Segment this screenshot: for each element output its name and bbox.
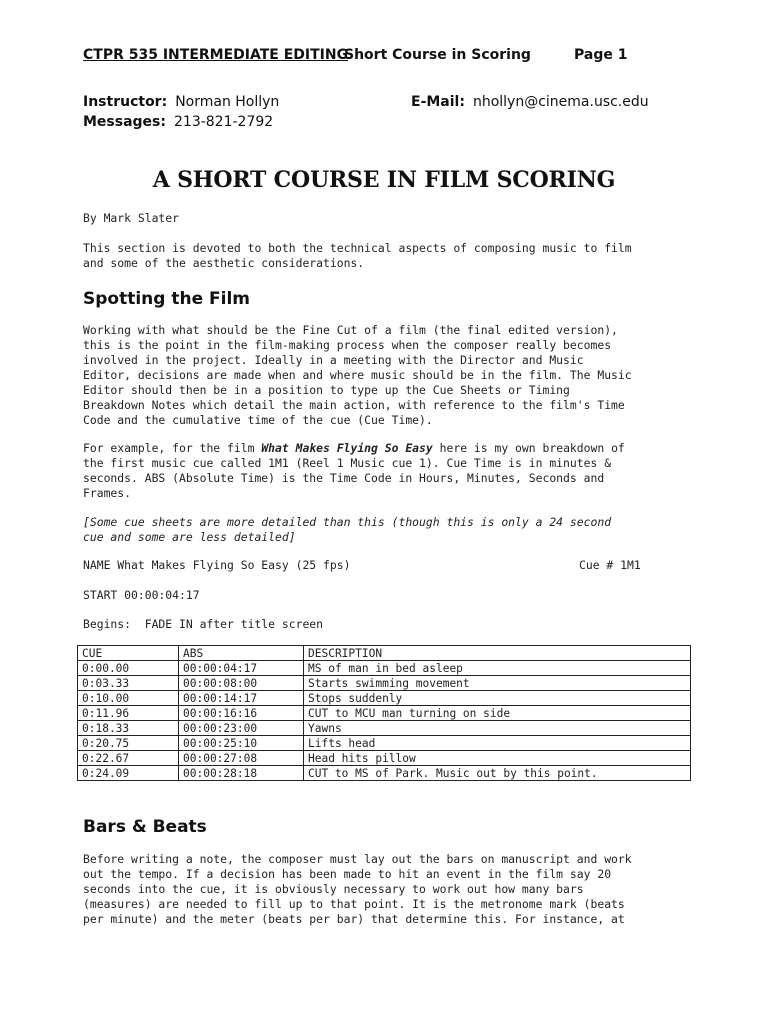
description-cell: Stops suddenly	[304, 691, 691, 706]
example-text-end: here is my own breakdown of the first music cue called 1M1 (Reel 1 Music cue 1). Cue Time is in minutes & seconds. ABS (Absolute Time) is the Time Code in Hours, Minutes, Seconds and Frames.	[83, 441, 625, 500]
table-row	[78, 751, 691, 766]
cue-table	[77, 645, 691, 781]
cue-time-cell: 0:24.09	[78, 766, 179, 781]
messages-label: Messages:	[83, 114, 166, 130]
cue-table-header-row	[78, 646, 691, 661]
cue-number: Cue # 1M1	[579, 558, 641, 572]
page-number: Page 1	[574, 47, 628, 63]
cue-time-cell: 0:10.00	[78, 691, 179, 706]
course-code: CTPR 535 INTERMEDIATE EDITING	[83, 47, 349, 63]
spotting-paragraph: Working with what should be the Fine Cut of a film (the final edited version), this is the point in the film-making process when the composer really becomes involved in the project. Ideally in a meeting with the Director and Music Editor, decisions are made when and where music should be in the film. The Music Editor should then be in a position to type up the Cue Sheets or Timing Breakdown Notes which detail the main action, with reference to the film's Time Code and the cumulative time of the cue (Cue Time).	[83, 323, 632, 427]
column-header-cue: CUE	[78, 646, 179, 661]
column-header-description: DESCRIPTION	[304, 646, 691, 661]
cue-sheet-note: [Some cue sheets are more detailed than this (though this is only a 24 second cue and some are less detailed]	[83, 515, 612, 544]
abs-time-cell: 00:00:08:00	[179, 676, 304, 691]
bars-beats-paragraph: Before writing a note, the composer must lay out the bars on manuscript and work out the tempo. If a decision has been made to hit an event in the film say 20 seconds into the cue, it is obviously necessary to work out how many bars (measures) are needed to fill up to that point. It is the metronome mark (beats per minute) and the meter (beats per bar) that determine this. For instance, at	[83, 852, 632, 926]
email-label: E-Mail:	[411, 94, 465, 110]
abs-time-cell: 00:00:23:00	[179, 721, 304, 736]
film-title: What Makes Flying So Easy	[261, 441, 433, 455]
section-heading-bars-beats: Bars & Beats	[83, 817, 207, 837]
abs-time-cell: 00:00:04:17	[179, 661, 304, 676]
cue-time-cell: 0:18.33	[78, 721, 179, 736]
description-cell: Lifts head	[304, 736, 691, 751]
table-row	[78, 736, 691, 751]
cue-time-cell: 0:00.00	[78, 661, 179, 676]
cue-start-line: START 00:00:04:17	[83, 588, 200, 602]
abs-time-cell: 00:00:27:08	[179, 751, 304, 766]
description-cell: CUT to MCU man turning on side	[304, 706, 691, 721]
column-header-abs: ABS	[179, 646, 304, 661]
table-row	[78, 721, 691, 736]
abs-time-cell: 00:00:25:10	[179, 736, 304, 751]
description-cell: Yawns	[304, 721, 691, 736]
header-subtitle: Short Course in Scoring	[344, 47, 531, 63]
abs-time-cell: 00:00:16:16	[179, 706, 304, 721]
byline: By Mark Slater	[83, 211, 180, 225]
instructor-label: Instructor:	[83, 94, 168, 110]
description-cell: MS of man in bed asleep	[304, 661, 691, 676]
cue-time-cell: 0:03.33	[78, 676, 179, 691]
abs-time-cell: 00:00:28:18	[179, 766, 304, 781]
table-row	[78, 766, 691, 781]
table-row	[78, 706, 691, 721]
table-row	[78, 661, 691, 676]
table-row	[78, 691, 691, 706]
description-cell: Starts swimming movement	[304, 676, 691, 691]
example-paragraph	[83, 441, 693, 501]
email-line	[411, 94, 649, 110]
intro-paragraph: This section is devoted to both the technical aspects of composing music to film and some of the aesthetic considerations.	[83, 241, 632, 270]
section-heading-spotting: Spotting the Film	[83, 289, 251, 309]
table-row	[78, 676, 691, 691]
description-cell: Head hits pillow	[304, 751, 691, 766]
abs-time-cell: 00:00:14:17	[179, 691, 304, 706]
cue-time-cell: 0:22.67	[78, 751, 179, 766]
cue-time-cell: 0:11.96	[78, 706, 179, 721]
instructor-name: Norman Hollyn	[175, 94, 280, 110]
email-address: nhollyn@cinema.usc.edu	[472, 94, 649, 110]
messages-number: 213-821-2792	[174, 114, 274, 130]
cue-name-line: NAME What Makes Flying So Easy (25 fps)	[83, 558, 351, 572]
cue-begins-line: Begins: FADE IN after title screen	[83, 617, 324, 631]
description-cell: CUT to MS of Park. Music out by this point.	[304, 766, 691, 781]
example-text-start: For example, for the film	[83, 441, 262, 455]
messages-line	[83, 114, 273, 130]
cue-time-cell: 0:20.75	[78, 736, 179, 751]
document-title: A SHORT COURSE IN FILM SCORING	[152, 167, 616, 193]
instructor-line	[83, 94, 279, 110]
